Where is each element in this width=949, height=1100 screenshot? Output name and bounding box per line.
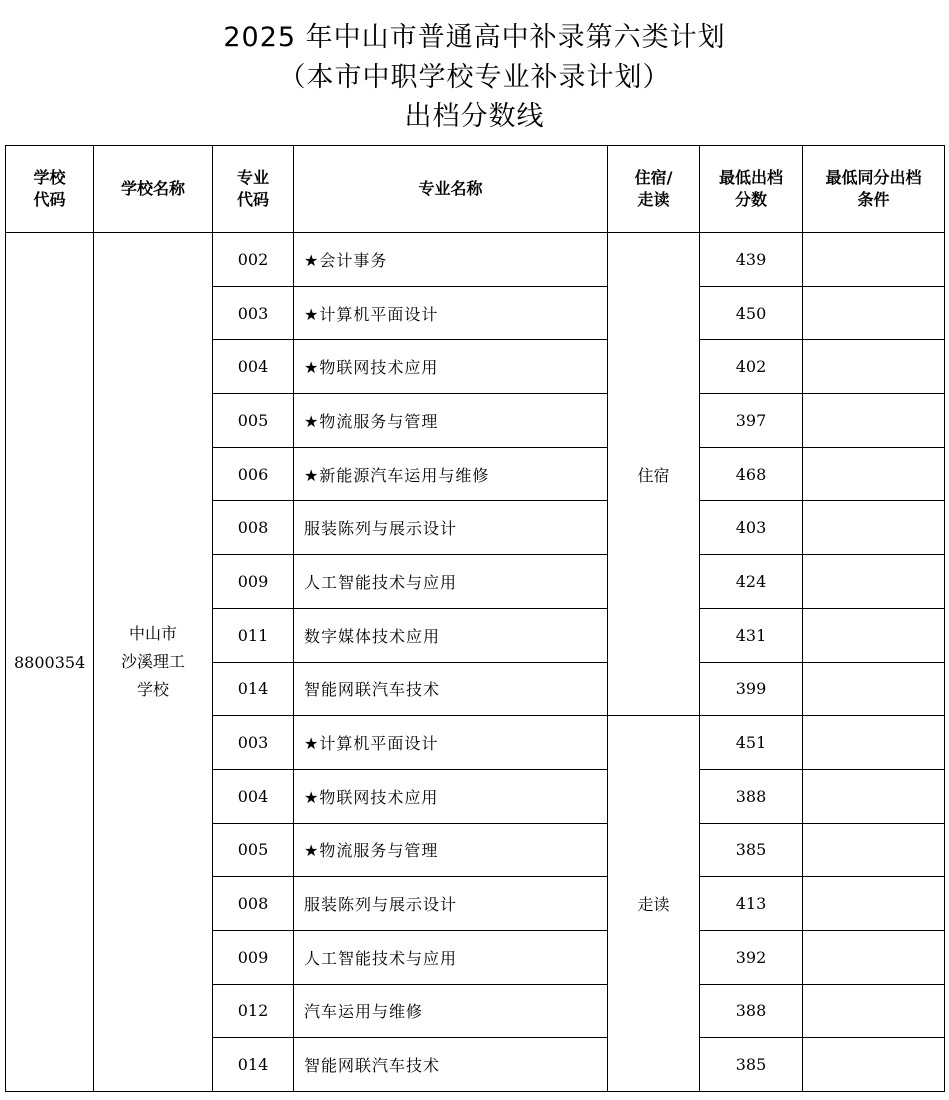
header-tie-condition — [803, 146, 945, 233]
min-score-cell: 388 — [700, 984, 803, 1038]
header-text: 代码 — [33, 190, 66, 209]
min-score-cell: 450 — [700, 286, 803, 340]
major-name-cell: ★物流服务与管理 — [294, 823, 608, 877]
boarding-cell: 走读 — [608, 716, 700, 1092]
school-name-line: 中山市 — [128, 624, 177, 643]
header-text: 专业 — [236, 168, 269, 187]
tie-condition-cell — [803, 608, 945, 662]
major-code-cell: 005 — [213, 823, 294, 877]
header-text: 学校 — [33, 168, 66, 187]
tie-condition-cell — [803, 286, 945, 340]
header-school-name — [94, 146, 213, 233]
tie-condition-cell — [803, 447, 945, 501]
major-code-cell: 011 — [213, 608, 294, 662]
header-text: 条件 — [857, 190, 890, 209]
major-code-cell: 005 — [213, 394, 294, 448]
table-body — [6, 233, 945, 1092]
major-code-cell: 004 — [213, 769, 294, 823]
major-code-cell: 003 — [213, 286, 294, 340]
school-name-line: 沙溪理工 — [120, 652, 185, 671]
header-text: 最低出档 — [718, 168, 783, 187]
major-name-cell: 服装陈列与展示设计 — [294, 501, 608, 555]
major-name-cell: ★物联网技术应用 — [294, 769, 608, 823]
major-name-cell: 数字媒体技术应用 — [294, 608, 608, 662]
header-text: 代码 — [236, 190, 269, 209]
major-name-cell: 人工智能技术与应用 — [294, 555, 608, 609]
min-score-cell: 431 — [700, 608, 803, 662]
major-name-cell: 服装陈列与展示设计 — [294, 877, 608, 931]
boarding-cell: 住宿 — [608, 233, 700, 716]
header-row — [6, 146, 945, 233]
min-score-cell: 385 — [700, 1038, 803, 1092]
major-code-cell: 008 — [213, 501, 294, 555]
header-text: 最低同分出档 — [825, 168, 922, 187]
min-score-cell: 413 — [700, 877, 803, 931]
header-text: 住宿/ — [634, 168, 673, 187]
tie-condition-cell — [803, 662, 945, 716]
tie-condition-cell — [803, 501, 945, 555]
major-code-cell: 014 — [213, 1038, 294, 1092]
major-name-cell: 智能网联汽车技术 — [294, 662, 608, 716]
tie-condition-cell — [803, 823, 945, 877]
school-code-cell: 8800354 — [6, 233, 94, 1092]
major-name-cell: 人工智能技术与应用 — [294, 930, 608, 984]
major-name-cell: ★会计事务 — [294, 233, 608, 287]
major-name-cell: ★计算机平面设计 — [294, 716, 608, 770]
major-code-cell: 014 — [213, 662, 294, 716]
table-row — [6, 233, 945, 287]
major-code-cell: 008 — [213, 877, 294, 931]
major-code-cell: 003 — [213, 716, 294, 770]
major-name-cell: ★新能源汽车运用与维修 — [294, 447, 608, 501]
tie-condition-cell — [803, 394, 945, 448]
header-boarding — [608, 146, 700, 233]
min-score-cell: 424 — [700, 555, 803, 609]
tie-condition-cell — [803, 769, 945, 823]
score-table — [5, 145, 945, 1092]
tie-condition-cell — [803, 340, 945, 394]
major-code-cell: 009 — [213, 555, 294, 609]
header-major-code — [213, 146, 294, 233]
major-name-cell: 汽车运用与维修 — [294, 984, 608, 1038]
major-name-cell: 智能网联汽车技术 — [294, 1038, 608, 1092]
tie-condition-cell — [803, 233, 945, 287]
min-score-cell: 402 — [700, 340, 803, 394]
major-code-cell: 009 — [213, 930, 294, 984]
major-code-cell: 004 — [213, 340, 294, 394]
header-school-code — [6, 146, 94, 233]
header-text: 专业名称 — [418, 179, 483, 198]
header-text: 走读 — [637, 190, 670, 209]
min-score-cell: 392 — [700, 930, 803, 984]
header-text: 学校名称 — [120, 179, 185, 198]
header-min-score — [700, 146, 803, 233]
major-name-cell: ★物流服务与管理 — [294, 394, 608, 448]
min-score-cell: 468 — [700, 447, 803, 501]
tie-condition-cell — [803, 716, 945, 770]
tie-condition-cell — [803, 984, 945, 1038]
title-line-1: 2025 年中山市普通高中补录第六类计划 — [223, 22, 726, 54]
tie-condition-cell — [803, 555, 945, 609]
major-code-cell: 012 — [213, 984, 294, 1038]
title-line-2: （本市中职学校专业补录计划） — [278, 62, 671, 94]
major-code-cell: 002 — [213, 233, 294, 287]
title-line-3: 出档分数线 — [404, 101, 545, 133]
tie-condition-cell — [803, 1038, 945, 1092]
major-code-cell: 006 — [213, 447, 294, 501]
min-score-cell: 388 — [700, 769, 803, 823]
header-major-name — [294, 146, 608, 233]
school-name-line: 学校 — [136, 680, 169, 699]
min-score-cell: 451 — [700, 716, 803, 770]
header-text: 分数 — [734, 190, 767, 209]
min-score-cell: 397 — [700, 394, 803, 448]
tie-condition-cell — [803, 930, 945, 984]
min-score-cell: 385 — [700, 823, 803, 877]
major-name-cell: ★计算机平面设计 — [294, 286, 608, 340]
tie-condition-cell — [803, 877, 945, 931]
min-score-cell: 439 — [700, 233, 803, 287]
school-name-cell — [94, 233, 213, 1092]
major-name-cell: ★物联网技术应用 — [294, 340, 608, 394]
min-score-cell: 399 — [700, 662, 803, 716]
min-score-cell: 403 — [700, 501, 803, 555]
